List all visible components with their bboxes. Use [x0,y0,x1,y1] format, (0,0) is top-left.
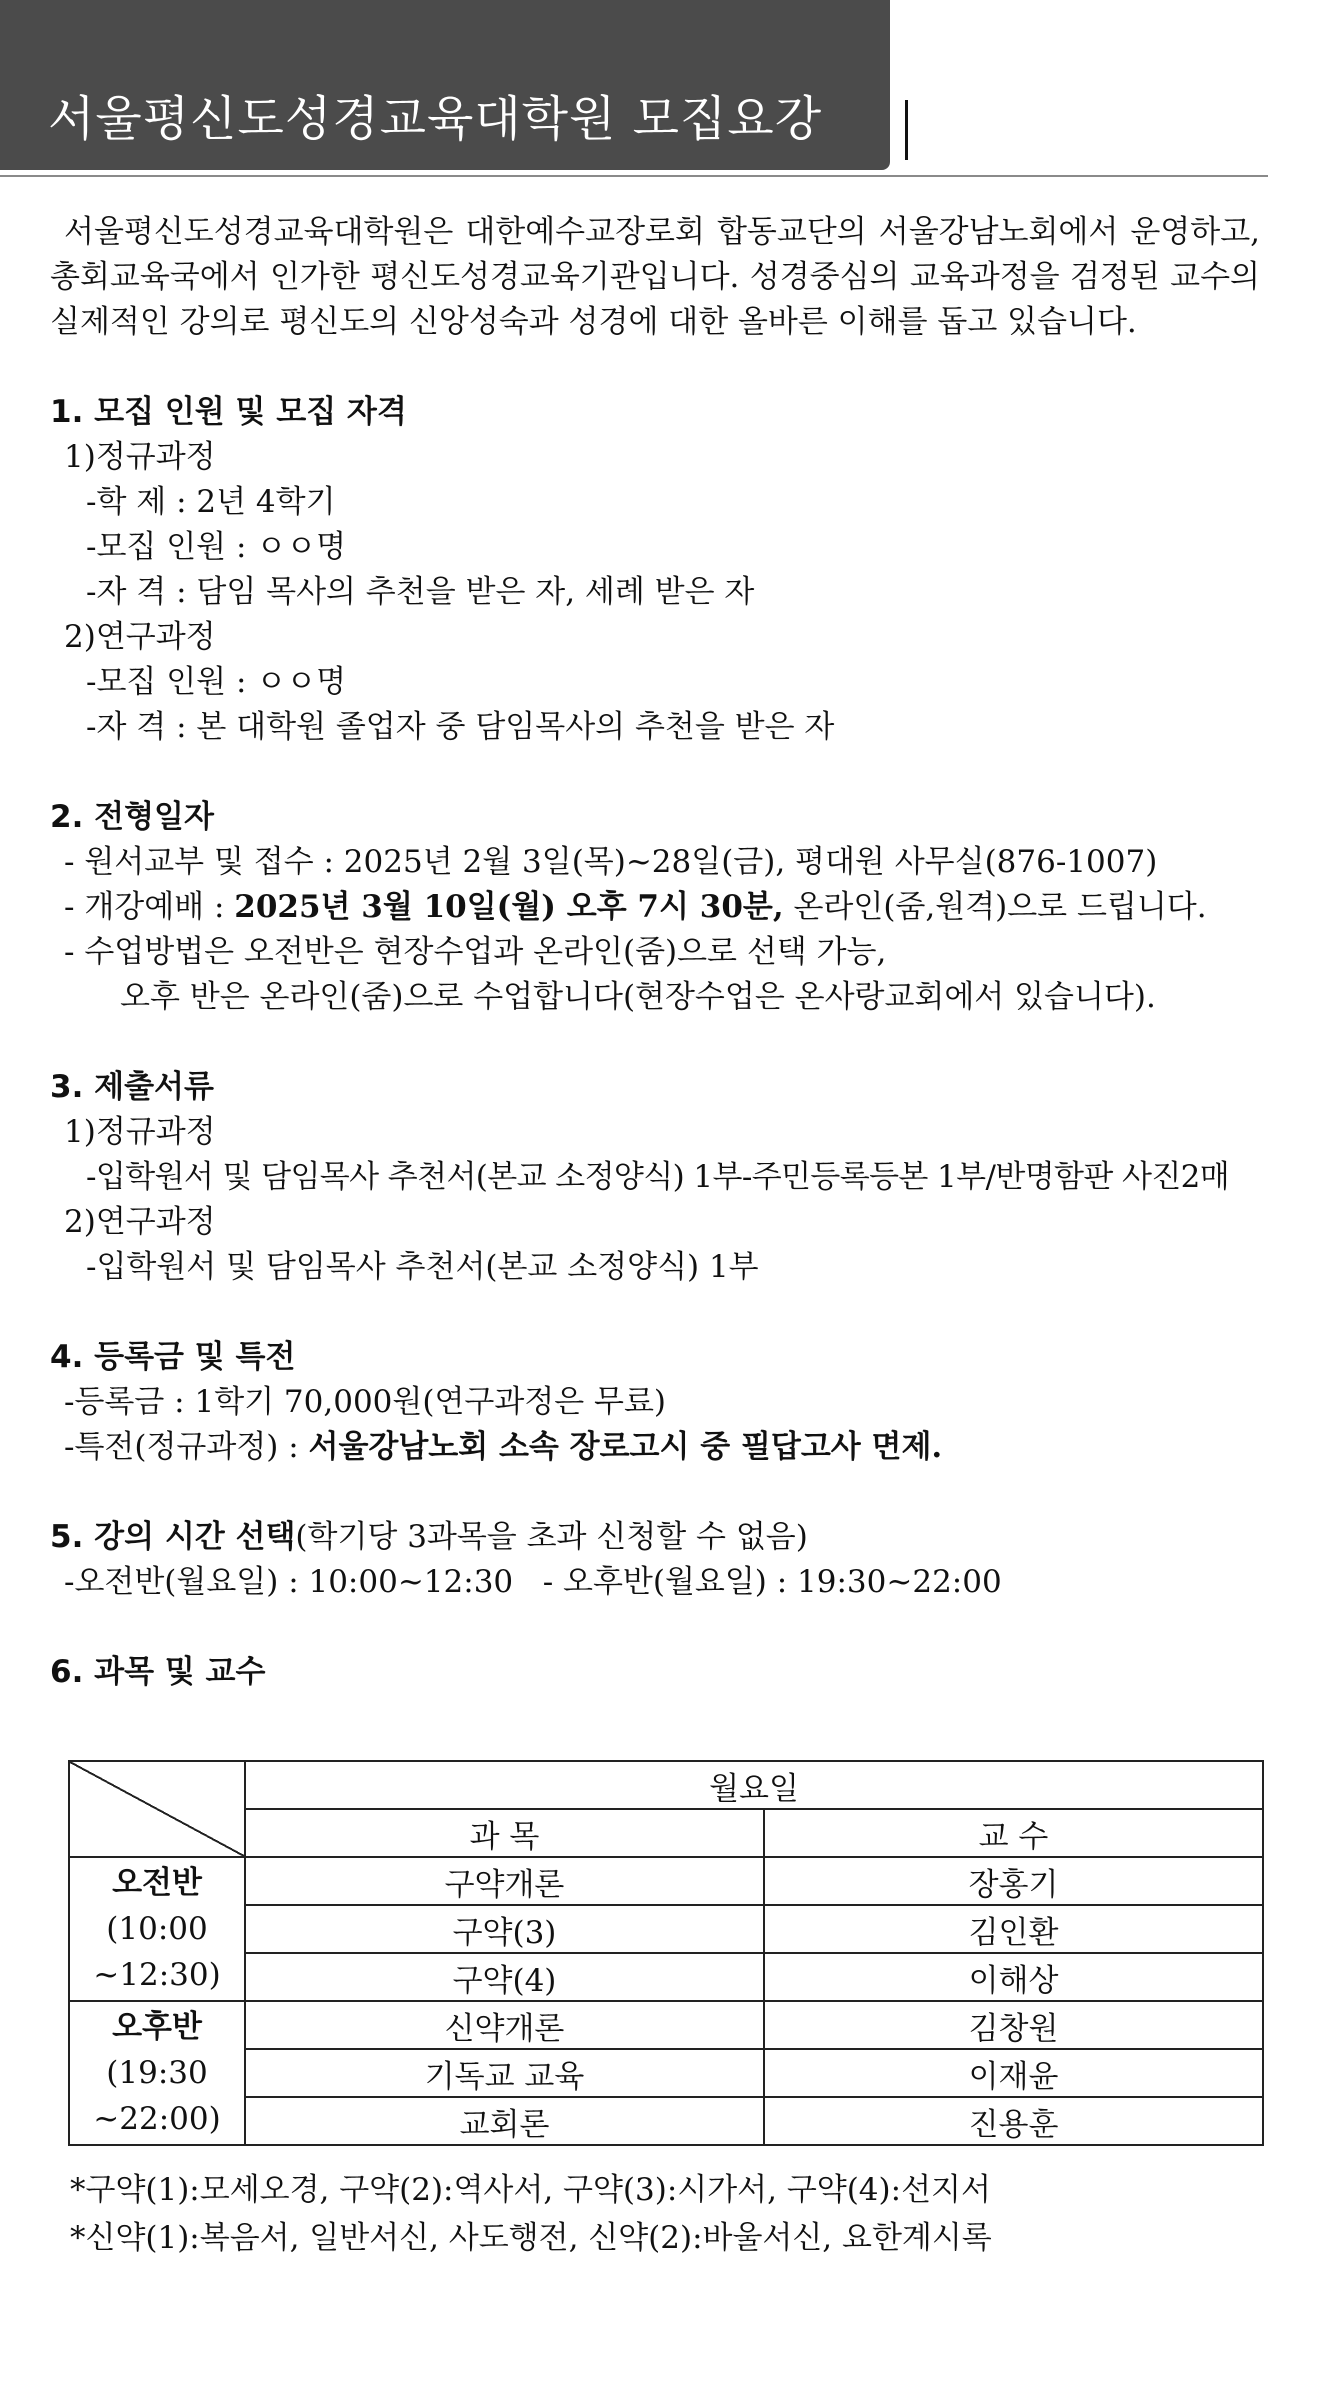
section-tuition [50,1335,1260,1470]
list-item: -자 격 : 본 대학원 졸업자 중 담임목사의 추천을 받은 자 [86,709,835,745]
day-header: 월요일 [245,1761,1263,1809]
table-row [69,1905,1263,1953]
section-title: 6. 과목 및 교수 [50,1654,266,1690]
table-row [69,1857,1263,1905]
professor-cell: 진용훈 [764,2097,1263,2145]
section-schedule [50,795,1260,1020]
professor-cell: 김인환 [764,1905,1263,1953]
section-times [50,1515,1260,1605]
course-label: 1)정규과정 [64,439,216,475]
list-item: -학 제 : 2년 4학기 [86,484,336,520]
section-title: 5. 강의 시간 선택 [50,1519,296,1555]
slot-cell-morning [69,1857,245,2001]
corner-cell [69,1761,245,1857]
page-title: 서울평신도성경교육대학원 모집요강 [48,91,823,147]
list-item: -자 격 : 담임 목사의 추천을 받은 자, 세례 받은 자 [86,574,755,610]
table-row [69,1953,1263,2001]
text-segment: - 개강예배 : [64,889,235,925]
opening-date: 2025년 3월 10일(월) 오후 7시 30분, [234,889,784,925]
section-title: 3. 제출서류 [50,1069,214,1105]
course-label: 2)연구과정 [64,1204,216,1240]
document-body [50,210,1260,1695]
course-label: 2)연구과정 [64,619,216,655]
list-item: -등록금 : 1학기 70,000원(연구과정은 무료) [64,1384,667,1420]
text-segment: -특전(정규과정) : [64,1429,309,1465]
slot-time: ~22:00) [93,2101,221,2137]
text-segment: 온라인(줌,원격)으로 드립니다. [783,889,1207,925]
subject-cell: 신약개론 [245,2001,764,2049]
slot-time: (10:00 [106,1911,208,1947]
table-row [69,2049,1263,2097]
list-item: - 수업방법은 오전반은 현장수업과 온라인(줌)으로 선택 가능, [64,934,887,970]
subject-cell: 구약(3) [245,1905,764,1953]
note-new-testament: *신약(1):복음서, 일반서신, 사도행전, 신약(2):바울서신, 요한계시록 [70,2220,992,2256]
benefit-text: 서울강남노회 소속 장로고시 중 필답고사 면제. [308,1429,943,1465]
intro-paragraph: 서울평신도성경교육대학원은 대한예수교장로회 합동교단의 서울강남노회에서 운영하고, 총회교육국에서 인가한 평신도성경교육기관입니다. 성경중심의 교육과정을 검정된 교수의 실제적인 강의로 평신도의 신앙성숙과 성경에 대한 올바른 이해를 돕고 있습니다. [50,214,1260,340]
section-recruitment [50,390,1260,750]
subject-cell: 구약(4) [245,1953,764,2001]
slot-time: ~12:30) [93,1957,221,1993]
course-label: 1)정규과정 [64,1114,216,1150]
slot-time: (19:30 [106,2055,208,2091]
section-title: 2. 전형일자 [50,799,214,835]
list-item: -모집 인원 : ㅇㅇ명 [86,529,347,565]
subject-cell: 구약개론 [245,1857,764,1905]
subject-cell: 기독교 교육 [245,2049,764,2097]
list-item: -모집 인원 : ㅇㅇ명 [86,664,347,700]
course-table [68,1760,1264,2146]
section-title: 4. 등록금 및 특전 [50,1339,296,1375]
section-title-note: (학기당 3과목을 초과 신청할 수 없음) [295,1519,808,1555]
note-old-testament: *구약(1):모세오경, 구약(2):역사서, 구약(3):시가서, 구약(4):선지서 [70,2172,991,2208]
professor-cell: 장홍기 [764,1857,1263,1905]
list-item: -오전반(월요일) : 10:00~12:30 - 오후반(월요일) : 19:30~22:00 [64,1564,1002,1600]
text-cursor [905,100,908,160]
list-item [50,1425,1260,1470]
slot-name: 오전반 [112,1865,202,1901]
professor-cell: 이해상 [764,1953,1263,2001]
subject-header: 과 목 [245,1809,764,1857]
list-item: -입학원서 및 담임목사 추천서(본교 소정양식) 1부 [86,1249,759,1285]
professor-cell: 김창원 [764,2001,1263,2049]
list-item: -입학원서 및 담임목사 추천서(본교 소정양식) 1부-주민등록등본 1부/반명함판 사진2매 [86,1159,1230,1195]
list-item [50,885,1260,930]
section-courses [50,1650,1260,1695]
table-row [69,2001,1263,2049]
list-item: - 원서교부 및 접수 : 2025년 2월 3일(목)~28일(금), 평대원 사무실(876-1007) [64,844,1158,880]
slot-name: 오후반 [112,2009,202,2045]
header-divider [0,175,1268,177]
professor-cell: 이재윤 [764,2049,1263,2097]
section-documents [50,1065,1260,1290]
subject-cell: 교회론 [245,2097,764,2145]
professor-header: 교 수 [764,1809,1263,1857]
section-title: 1. 모집 인원 및 모집 자격 [50,394,407,430]
slot-cell-evening [69,2001,245,2145]
section-title-line [50,1515,1260,1560]
table-notes [70,2166,992,2262]
table-row [69,2097,1263,2145]
list-item-continuation: 오후 반은 온라인(줌)으로 수업합니다(현장수업은 온사랑교회에서 있습니다). [120,979,1156,1015]
